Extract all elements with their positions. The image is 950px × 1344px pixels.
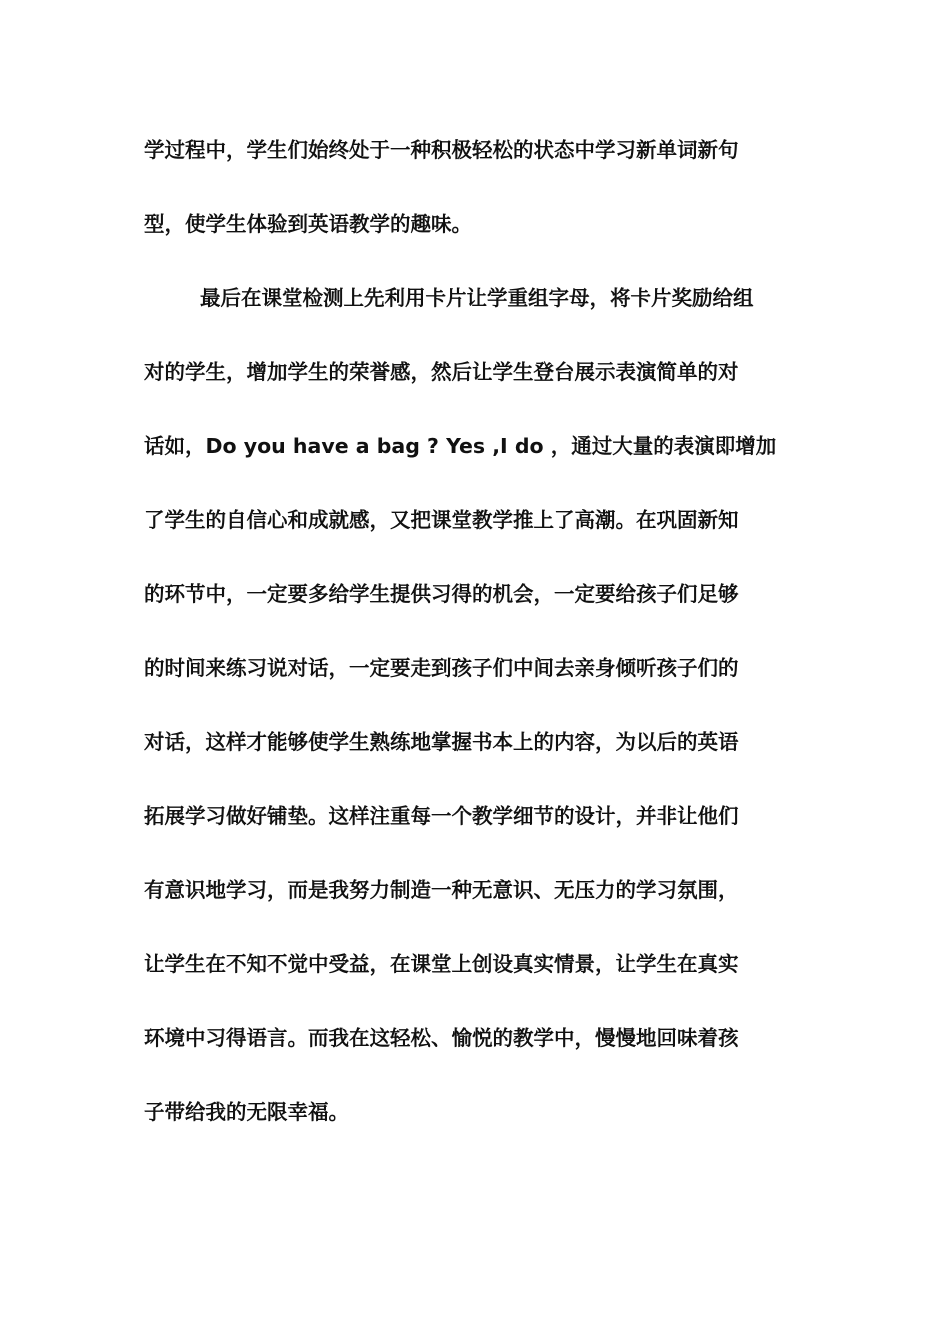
text-line: 最后在课堂检测上先利用卡片让学重组字母，将卡片奖励给组 bbox=[200, 286, 754, 310]
text-line: 拓展学习做好铺垫。这样注重每一个教学细节的设计，并非让他们 bbox=[144, 804, 739, 828]
text-line: 了学生的自信心和成就感，又把课堂教学推上了高潮。在巩固新知 bbox=[144, 508, 739, 532]
text-line: 学过程中，学生们始终处于一种积极轻松的状态中学习新单词新句 bbox=[144, 138, 739, 162]
paragraph-2 bbox=[144, 276, 814, 1164]
text-line: 让学生在不知不觉中受益，在课堂上创设真实情景，让学生在真实 bbox=[144, 952, 739, 976]
text-line: 对话，这样才能够使学生熟练地掌握书本上的内容，为以后的英语 bbox=[144, 730, 739, 754]
text-line: 环境中习得语言。而我在这轻松、愉悦的教学中，慢慢地回味着孩 bbox=[144, 1026, 739, 1050]
text-line: 子带给我的无限幸福。 bbox=[144, 1100, 349, 1124]
paragraph-1 bbox=[144, 128, 814, 276]
text-line: 的时间来练习说对话，一定要走到孩子们中间去亲身倾听孩子们的 bbox=[144, 656, 739, 680]
document-body bbox=[144, 128, 814, 1164]
text-line: 对的学生，增加学生的荣誉感，然后让学生登台展示表演简单的对 bbox=[144, 360, 739, 384]
text-line: 的环节中，一定要多给学生提供习得的机会，一定要给孩子们足够 bbox=[144, 582, 739, 606]
text-line: 有意识地学习，而是我努力制造一种无意识、无压力的学习氛围， bbox=[144, 878, 739, 902]
text-line: 话如，Do you have a bag ? Yes ,I do ，通过大量的表演即增加 bbox=[144, 434, 777, 458]
text-line: 型，使学生体验到英语教学的趣味。 bbox=[144, 212, 472, 236]
